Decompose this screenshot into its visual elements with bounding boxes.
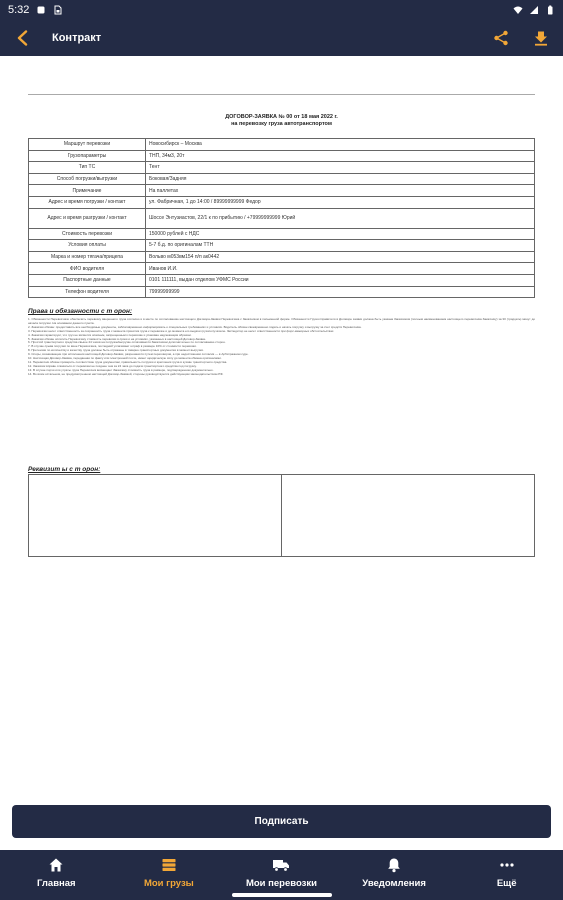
rights-paragraph: 1. Обязанности Перевозчика: обеспечить перевозку вверенного груза согласно и в месте по согласованию настоящего Договора-Заявки Перевозчика с Заказчиком в письменной форме. Обязанности Грузоотправителя в Договоре заявки должна быть указана Заказчиком (полным наименованием настоящего перевозчика Заказчику) за 30 (тридцать) минут до начала погрузки. На основании данного пункта. [28,317,535,325]
chevron-left-icon [16,30,28,46]
rights-heading: Права и обязанности с т орон: [28,308,133,315]
table-row [29,150,535,162]
status-time: 5:32 [8,4,30,16]
row-label: Паспортные данные [29,274,146,286]
requisites-cell-carrier [281,475,534,556]
nav-item-my-cargo[interactable] [113,850,226,900]
table-row [29,240,535,252]
table-row [29,208,535,228]
requisites-heading: Реквизит ы с т орон: [28,466,101,473]
sim-card-icon [53,5,63,15]
table-row [29,185,535,197]
contract-document[interactable] [0,56,563,794]
share-button[interactable] [491,28,511,48]
table-row [29,274,535,286]
nav-item-label: Уведомления [362,878,426,889]
nav-item-label: Главная [36,878,76,889]
document-title [28,114,535,128]
row-value: ул. Фабричная, 1 до 14:00 / 89999999999 Федор [146,196,535,208]
row-label: Грузопараметры [29,150,146,162]
row-value: ТНП, 34м3, 20т [146,150,535,162]
row-label: Примечание [29,185,146,197]
nav-item-notifications[interactable] [338,850,451,900]
row-value: Тент [146,162,535,174]
requisites-box [28,474,535,557]
home-icon [48,857,64,873]
cargo-icon [161,857,177,873]
share-icon [493,30,509,46]
row-value: 0101 111111, выдан отделом УФМС России [146,274,535,286]
page-title: Контракт [52,32,102,44]
truck-icon [272,857,290,873]
row-value: 5-7 б.д. по оригиналам ТТН [146,240,535,252]
more-icon [499,857,515,873]
home-indicator[interactable] [232,893,332,897]
row-label: Адрес и время погрузки / контакт [29,196,146,208]
wifi-icon [513,5,523,15]
notification-square-icon [36,5,46,15]
rights-paragraph: 2. Заказчик обязан: предоставить все необходимые документы, заблаговременно информировать о специальных требованиях и условиях. Водитель обязан своевременно подать и начать погрузку и выгрузку за счет средств Перевозчика. [28,324,362,329]
nav-item-more[interactable] [450,850,563,900]
nav-item-home[interactable] [0,850,113,900]
table-row [29,139,535,151]
sign-button[interactable]: Подписать [12,805,551,838]
document-title-line1: ДОГОВОР-ЗАЯВКА № 00 от 18 мая 2022 г. [225,114,338,120]
row-value: Новосибирск – Москва [146,139,535,151]
row-label: Марка и номер тягача/прицепа [29,251,146,263]
battery-icon [545,5,555,15]
bell-icon [386,857,402,873]
row-value: Шоссе Энтузиастов, 22/1 к по прибытию / +79999999999 Юрий [146,208,535,228]
row-label: Условия оплаты [29,240,146,252]
contract-params-table [28,138,535,298]
row-value: Иванов И.И. [146,263,535,275]
nav-item-label: Мои перевозки [245,878,317,889]
table-row [29,251,535,263]
nav-item-label: Ещё [496,878,517,889]
rights-paragraph: 13. В случае порчи или утраты груза Перевозчик возмещает Заказчику стоимость груза в размере, подтвержденном документально. [28,367,214,372]
rights-paragraph: 10. Настоящая Договор-Заявка, переданная по факсу или электронной почте, имеет юридическую силу до момента обмена оригиналами. [28,356,222,361]
download-button[interactable] [531,28,551,48]
row-value: Боковая/Задняя [146,173,535,185]
nav-item-label: Мои грузы [143,878,194,889]
row-label: Тип ТС [29,162,146,174]
signal-icon [529,5,539,15]
row-label: ФИО водителя [29,263,146,275]
row-label: Способ погрузки/выгрузки [29,173,146,185]
rights-paragraph: 14. Во всем остальном, не предусмотренном настоящей Договор-Заявкой, стороны руководствуются действующим законодательством РФ. [28,371,224,376]
download-icon [533,30,549,46]
row-value: 150000 рублей с НДС [146,228,535,240]
rights-body [28,318,535,377]
table-row [29,173,535,185]
row-value: На паллетах [146,185,535,197]
requisites-cell-customer [29,475,281,556]
document-title-line2: на перевозку груза автотранспортом [231,121,332,127]
row-label: Адрес и время разгрузки / контакт [29,208,146,228]
row-value: 79999999999 [146,286,535,298]
row-label: Стоимость перевозки [29,228,146,240]
table-row [29,228,535,240]
row-label: Маршрут перевозки [29,139,146,151]
row-label: Телефон водителя [29,286,146,298]
app-bar [0,20,563,56]
rights-paragraph: 9. Споры, возникающие при исполнении настоящей Договор-Заявки, разрешаются путем переговоров, а при недостижении согласия — в Арбитражном суде. [28,352,249,357]
table-row [29,286,535,298]
rights-paragraph: 4. Заказчик гарантирует, что груз не является опасным, запрещенным к перевозке и упакован надлежащим образом. [28,332,192,337]
status-bar [0,0,563,20]
rights-paragraph: 7. В случае срыва погрузки по вине Перевозчика, последний уплачивает штраф в размере 10% от стоимости перевозки. [28,344,197,349]
rights-paragraph: 3. Перевозчик несет ответственность за сохранность груза с момента принятия груза к перевозке и до момента его выдачи грузополучателю. Экспедитор не несет ответственности при форс-мажорных обстоятельствах. [28,328,335,333]
table-row [29,263,535,275]
rights-paragraph: 11. Перевозчик обязан проверить соответствие груза документам, правильность погрузки и крепления груза в кузове транспортного средства. [28,359,228,364]
rights-paragraph: 12. Заказчик вправе отказаться от перевозки не позднее чем за 24 часа до подачи транспортного средства под погрузку. [28,363,197,368]
table-row [29,162,535,174]
rights-paragraph: 8. Претензии по количеству и качеству груза должны быть отражены в товарно-транспортных документах в момент выгрузки. [28,348,204,353]
back-button[interactable] [12,28,32,48]
row-value: Вольво м053вм154 п/п ак0442 [146,251,535,263]
document-divider [28,94,535,95]
table-row [29,196,535,208]
rights-paragraph: 5. Заказчик обязан оплатить Перевозчику стоимость перевозки в сроки и на условиях, указанных в настоящей Договор-Заявке. [28,336,207,341]
rights-paragraph: 6. Простой транспортного средства свыше 24 часов на погрузке/выгрузке оплачивается Заказчиком дополнительно по согласованию сторон. [28,340,226,345]
